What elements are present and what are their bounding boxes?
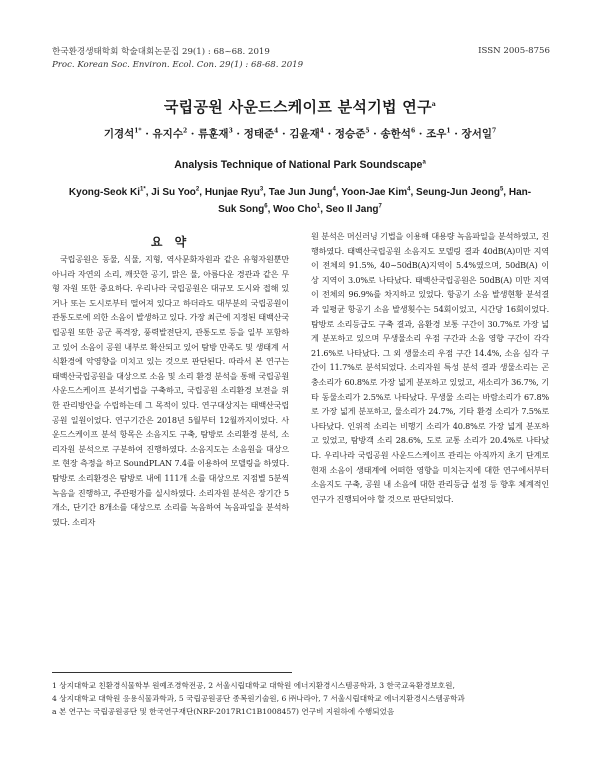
- ko-author-name: 류훈재: [198, 128, 229, 140]
- en-author: [273, 204, 320, 215]
- ko-author-name: 장서일: [461, 128, 492, 140]
- paper-title-ko: [0, 96, 600, 117]
- paper-title-en-text: Analysis Technique of National Park Soundscape: [174, 159, 423, 171]
- journal-citation: [52, 46, 303, 72]
- ko-author: [153, 128, 188, 140]
- en-author-affiliation-mark: 7: [378, 203, 382, 210]
- ko-author-name: 기경석: [103, 128, 135, 140]
- ko-author-affiliation-mark: 1: [446, 127, 451, 135]
- en-author-affiliation-mark: 6: [264, 203, 268, 210]
- journal-citation-ko: 한국환경생태학회 학술대회논문집 29(1) : 68~68. 2019: [52, 47, 270, 57]
- paper-title-en: [0, 159, 600, 171]
- ko-author-affiliation-mark: 1*: [134, 127, 142, 135]
- ko-author: [381, 128, 416, 140]
- title-en-footnote-mark: a: [422, 159, 426, 166]
- en-author-name: Hunjae Ryu: [204, 187, 260, 198]
- en-author-name: Ji Su Yoo: [151, 187, 196, 198]
- en-author-affiliation-mark: 1*: [140, 186, 146, 193]
- en-author-name: Seo Il Jang: [325, 204, 379, 215]
- ko-author-affiliation-mark: 5: [365, 127, 370, 135]
- ko-author-name: 유지수: [152, 128, 183, 140]
- en-author: [341, 187, 410, 198]
- ko-author-name: 조우: [426, 128, 447, 140]
- ko-author: [244, 128, 279, 140]
- ko-author-name: 김윤재: [289, 128, 320, 140]
- footnote-divider: [52, 672, 292, 673]
- ko-author-affiliation-mark: 4: [319, 127, 324, 135]
- abstract-column-left: 국립공원은 동물, 식물, 지형, 역사문화자원과 같은 유형자원뿐만 아니라 자연의 소리, 깨끗한 공기, 맑은 물, 아름다운 경관과 같은 무형 자원 또한 중요하다. 우리나라 국립공원은 대규모 도시와 접해 있거나 또는 도시로부터 떨어져 있다고 하더라도 대부분의 국립공원이 관통도로에 의한 소음이 발생하고 있다. 가장 최근에 지정된 태백산국립공원 또한 공군 폭격장, 풍력발전단지, 관통도로 등을 일부 포함하고 있어 소음이 공원 내부로 확산되고 있어 탐방 만족도 및 생태계 서식환경에 악영향을 미치고 있는 것으로 판단된다. 따라서 본 연구는 태백산국립공원을 대상으로 소음 및 소리 환경 분석을 통해 국립공원 사운드스케이프 분석기법을 구축하고, 국립공원 소리환경 보전을 위한 관리방안을 수립하는데 그 목적이 있다. 연구대상지는 태백산국립공원 일원이었다. 연구기간은 2018년 5월부터 12월까지이었다. 사운드스케이프 분석 항목은 소음지도 구축, 탐방로 소리환경 분석, 소리자원 분석으로 구분하여 진행하였다. 소음지도는 소음원을 대상으로 현장 측정을 하고 SoundPLAN 7.4를 이용하여 모델링을 하였다. 탐방로 소리환경은 탐방로 내에 111개 소를 대상으로 지점별 5분씩 녹음을 진행하고, 주관평가를 실시하였다. 소리자원 분석은 장기간 5개소, 단기간 8개소를 대상으로 소리를 녹음하여 녹음파일을 분석하였다. 소리자: [52, 254, 289, 527]
- en-author-affiliation-mark: 1: [316, 203, 321, 210]
- ko-author: [462, 128, 497, 140]
- en-author: [205, 187, 263, 198]
- en-author-name: Kyong-Seok Ki: [68, 187, 141, 198]
- en-author: [69, 187, 146, 198]
- ko-author: [335, 128, 370, 140]
- en-author-affiliation-mark: 5: [499, 186, 504, 193]
- en-author-affiliation-mark: 3: [259, 186, 264, 193]
- en-author: [326, 204, 382, 215]
- paper-title-ko-text: 국립공원 사운드스케이프 분석기법 연구: [163, 98, 432, 116]
- en-author-affiliation-mark: 4: [407, 186, 411, 193]
- footnote-affiliations-1: 1 상지대학교 친환경식물학부 원예조경학전공, 2 서울시립대학교 대학원 에너지환경시스템공학과, 3 한국교육환경보호원,: [52, 681, 455, 690]
- ko-author: [104, 128, 142, 140]
- ko-author: [426, 128, 450, 140]
- title-ko-footnote-mark: a: [431, 101, 437, 108]
- en-author-name: Seung-Jun Jeong: [416, 187, 500, 198]
- abstract-heading: 요 약: [150, 235, 191, 249]
- ko-author-affiliation-mark: 6: [410, 127, 416, 135]
- author-list-en: Kyong-Seok $Ki^{1*}$, Ji Su Yoo$^2$, Hunjae Ryu$^3$, Tae Jun Jung$^4$, Yoon-Jae Kim$^4$, Seung-Jun Jeong$^5$, Han-Suk Song$^6$, Woo Cho$^1$, Seo Il Jang$^7$: [68, 186, 532, 215]
- ko-author-name: 송한석: [380, 128, 411, 140]
- ko-author: [289, 128, 324, 140]
- en-author-name: Woo Cho: [273, 204, 317, 215]
- en-author-name: Han-Suk Song: [218, 187, 532, 215]
- journal-citation-en: Proc. Korean Soc. Environ. Ecol. Con. 29(1) : 68-68. 2019: [52, 60, 304, 70]
- en-author: [151, 187, 199, 198]
- en-author-affiliation-mark: 4: [332, 186, 336, 193]
- footnote-affiliations-2: 4 상지대학교 대학원 응용식물과학과, 5 국립공원공단 종복원기술원, 6 ㈜나라아, 7 서울시립대학교 에너지환경시스템공학과: [52, 694, 465, 703]
- author-list-ko: 기경석$^{1*}$ · 유지수$^2$ · 류훈재$^3$ · 정태준$^4$ · 김윤재$^4$ · 정승준$^5$ · 송한석$^6$ · 조우$^1$ · 장서일$^7$: [103, 127, 497, 140]
- ko-author-name: 정승준: [334, 128, 366, 140]
- en-author: [269, 187, 336, 198]
- en-author-name: Yoon-Jae Kim: [341, 187, 408, 198]
- en-author-name: Tae Jun Jung: [268, 187, 333, 198]
- footnote-funding: a 본 연구는 국립공원공단 및 한국연구재단(NRF-2017R1C1B1008457) 연구비 지원하에 수행되었음: [52, 707, 395, 716]
- en-author: [416, 187, 503, 198]
- issn: ISSN 2005-8756: [478, 46, 550, 56]
- abstract-column-right: 원 분석은 머신러닝 기법을 이용해 대용량 녹음파일을 분석하였고, 진행하였다. 태백산국립공원 소음지도 모델링 결과 40dB(A)미만 지역이 전체의 91.5%, 40~50dB(A)지역이 5.4%였으며, 50dB(A) 이상 지역이 3.0%로 나타났다. 태백산국립공원은 50dB(A) 미만 지역이 전체의 96.9%를 차지하고 있었다. 항공기 소음 발생현황 분석결과 일평균 항공기 소음 발생횟수는 54회이었고, 시간당 16회이었다. 탐방로 소리등급도 구축 결과, 음환경 보통 구간이 30.7%로 가장 넓게 분포하고 있으며 무생물소리 우점 구간과 소음 영향 구간이 각각 21.6%로 나타났다. 그 외 생물소리 우점 구간 14.4%, 소음 심각 구간이 11.7%로 분석되었다. 소리자원 특성 분석 결과 생물소리는 곤충소리가 60.8%로 가장 넓게 분포하고 있었고, 새소리가 36.7%, 기타 동물소리가 2.5%로 나타났다. 무생물 소리는 바람소리가 67.8%로 가장 넓게 분포하고, 물소리가 24.7%, 기타 환경 소리가 7.5%로 나타났다. 인위적 소리는 비행기 소리가 40.8%로 가장 넓게 분포하고 있었고, 탐방객 소리 28.6%, 도로 교통 소리가 20.4%로 나타났다. 우리나라 국립공원 사운드스케이프 관리는 아직까지 초기 단계로 현재 소음이 생태계에 어떠한 영향을 미치는지에 대한 연구에서부터 소음지도 구축, 공원 내 소음에 대한 관리등급 설정 등 향후 체계적인 연구가 진행되어야 할 것으로 판단되었다.: [311, 231, 549, 504]
- ko-author: [198, 128, 233, 140]
- ko-author-affiliation-mark: 3: [228, 127, 233, 135]
- ko-author-affiliation-mark: 2: [182, 127, 188, 135]
- footnotes: [52, 679, 552, 718]
- ko-author-affiliation-mark: 7: [491, 127, 497, 135]
- en-author-affiliation-mark: 2: [195, 186, 200, 193]
- ko-author-affiliation-mark: 4: [274, 127, 279, 135]
- ko-author-name: 정태준: [243, 128, 275, 140]
